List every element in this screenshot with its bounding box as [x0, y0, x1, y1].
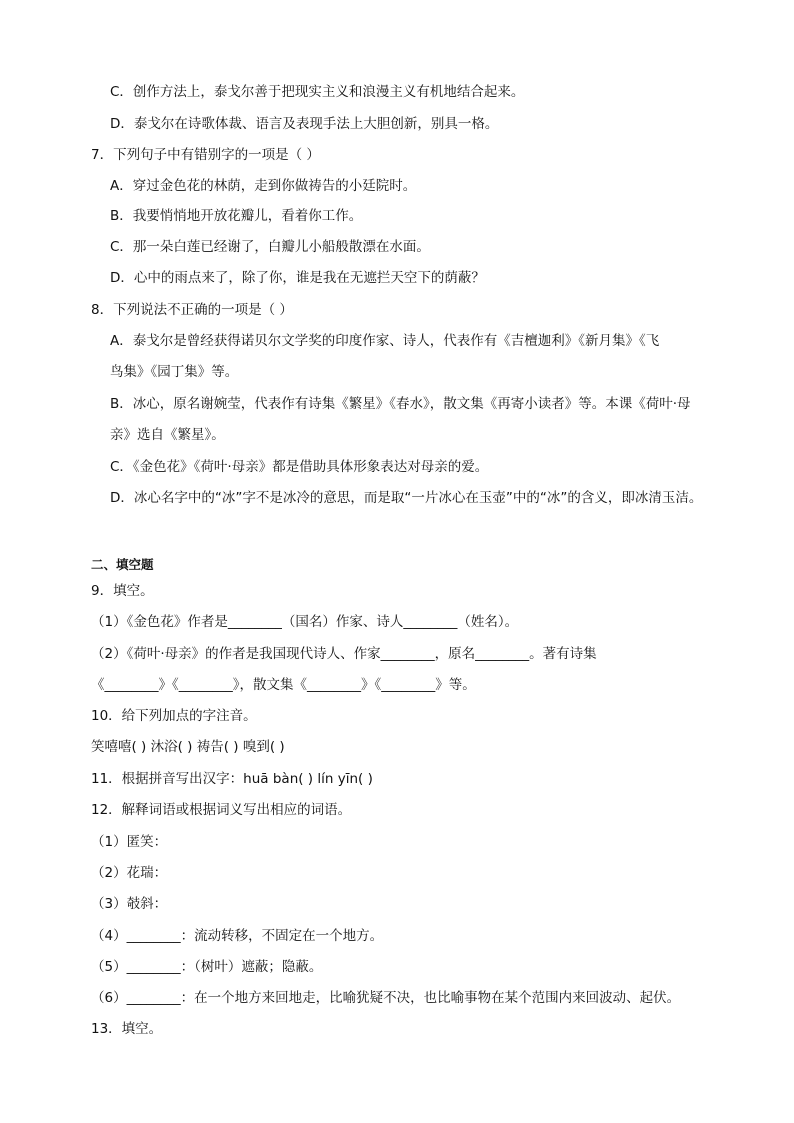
- q9-part2-line1: （2）《荷叶·母亲》的作者是我国现代诗人、作家________，原名________。著有诗集: [91, 646, 597, 662]
- q12-item-2: （2）花瑞：: [91, 865, 168, 881]
- q8-option-d: D．冰心名字中的“冰”字不是冰冷的意思，而是取“一片冰心在玉壶”中的“冰”的含义，即冰清玉洁。: [110, 490, 703, 506]
- q7-option-a: A．穿过金色花的林荫，走到你做祷告的小廷院时。: [110, 178, 417, 194]
- q12-item-5: （5）________：（树叶）遮蔽；隐蔽。: [91, 959, 323, 975]
- q8-option-b-line1: B．冰心，原名谢婉莹，代表作有诗集《繁星》《春水》，散文集《再寄小读者》等。本课《荷叶·母: [110, 396, 691, 412]
- q7-option-c: C．那一朵白莲已经谢了，白瓣儿小船般散漂在水面。: [110, 239, 430, 255]
- q8-option-a-line2: 鸟集》《园丁集》等。: [110, 364, 239, 380]
- q12-stem: 12．解释词语或根据词义写出相应的词语。: [91, 802, 352, 818]
- q9-stem: 9．填空。: [91, 583, 154, 599]
- q6-option-d: D．泰戈尔在诗歌体裁、语言及表现手法上大胆创新，别具一格。: [110, 116, 499, 132]
- q11-stem: 11．根据拼音写出汉字：huā bàn( ) lín yīn( ): [91, 771, 373, 787]
- section-title: 二、填空题: [91, 557, 154, 572]
- q7-stem: 7．下列句子中有错别字的一项是（ ）: [91, 147, 320, 163]
- q8-stem: 8．下列说法不正确的一项是（ ）: [91, 302, 293, 318]
- q10-items: 笑嘻嘻( ) 沐浴( ) 祷告( ) 嗅到( ): [91, 739, 285, 755]
- q12-item-6: （6）________：在一个地方来回地走，比喻犹疑不决，也比喻事物在某个范围内来回波动、起伏。: [91, 990, 681, 1006]
- q6-option-c: C．创作方法上，泰戈尔善于把现实主义和浪漫主义有机地结合起来。: [110, 84, 525, 100]
- q7-option-d: D．心中的雨点来了，除了你，谁是我在无遮拦天空下的荫蔽？: [110, 270, 485, 286]
- q9-part1: （1）《金色花》作者是________（国名）作家、诗人________（姓名）。: [91, 614, 519, 630]
- q12-item-4: （4）________：流动转移，不固定在一个地方。: [91, 928, 384, 944]
- q12-item-3: （3）攲斜：: [91, 896, 168, 912]
- q8-option-a-line1: A．泰戈尔是曾经获得诺贝尔文学奖的印度作家、诗人，代表作有《吉檀迦利》《新月集》《飞: [110, 333, 660, 349]
- q12-item-1: （1）匿笑：: [91, 834, 168, 850]
- q9-part2-line2: 《________》《________》，散文集《________》《________》等。: [91, 677, 476, 693]
- q7-option-b: B．我要悄悄地开放花瓣儿，看着你工作。: [110, 208, 363, 224]
- q8-option-b-line2: 亲》选自《繁星》。: [110, 427, 225, 443]
- q10-stem: 10．给下列加点的字注音。: [91, 708, 257, 724]
- q13-stem: 13．填空。: [91, 1021, 163, 1037]
- q8-option-c: C．《金色花》《荷叶·母亲》都是借助具体形象表达对母亲的爱。: [110, 459, 489, 475]
